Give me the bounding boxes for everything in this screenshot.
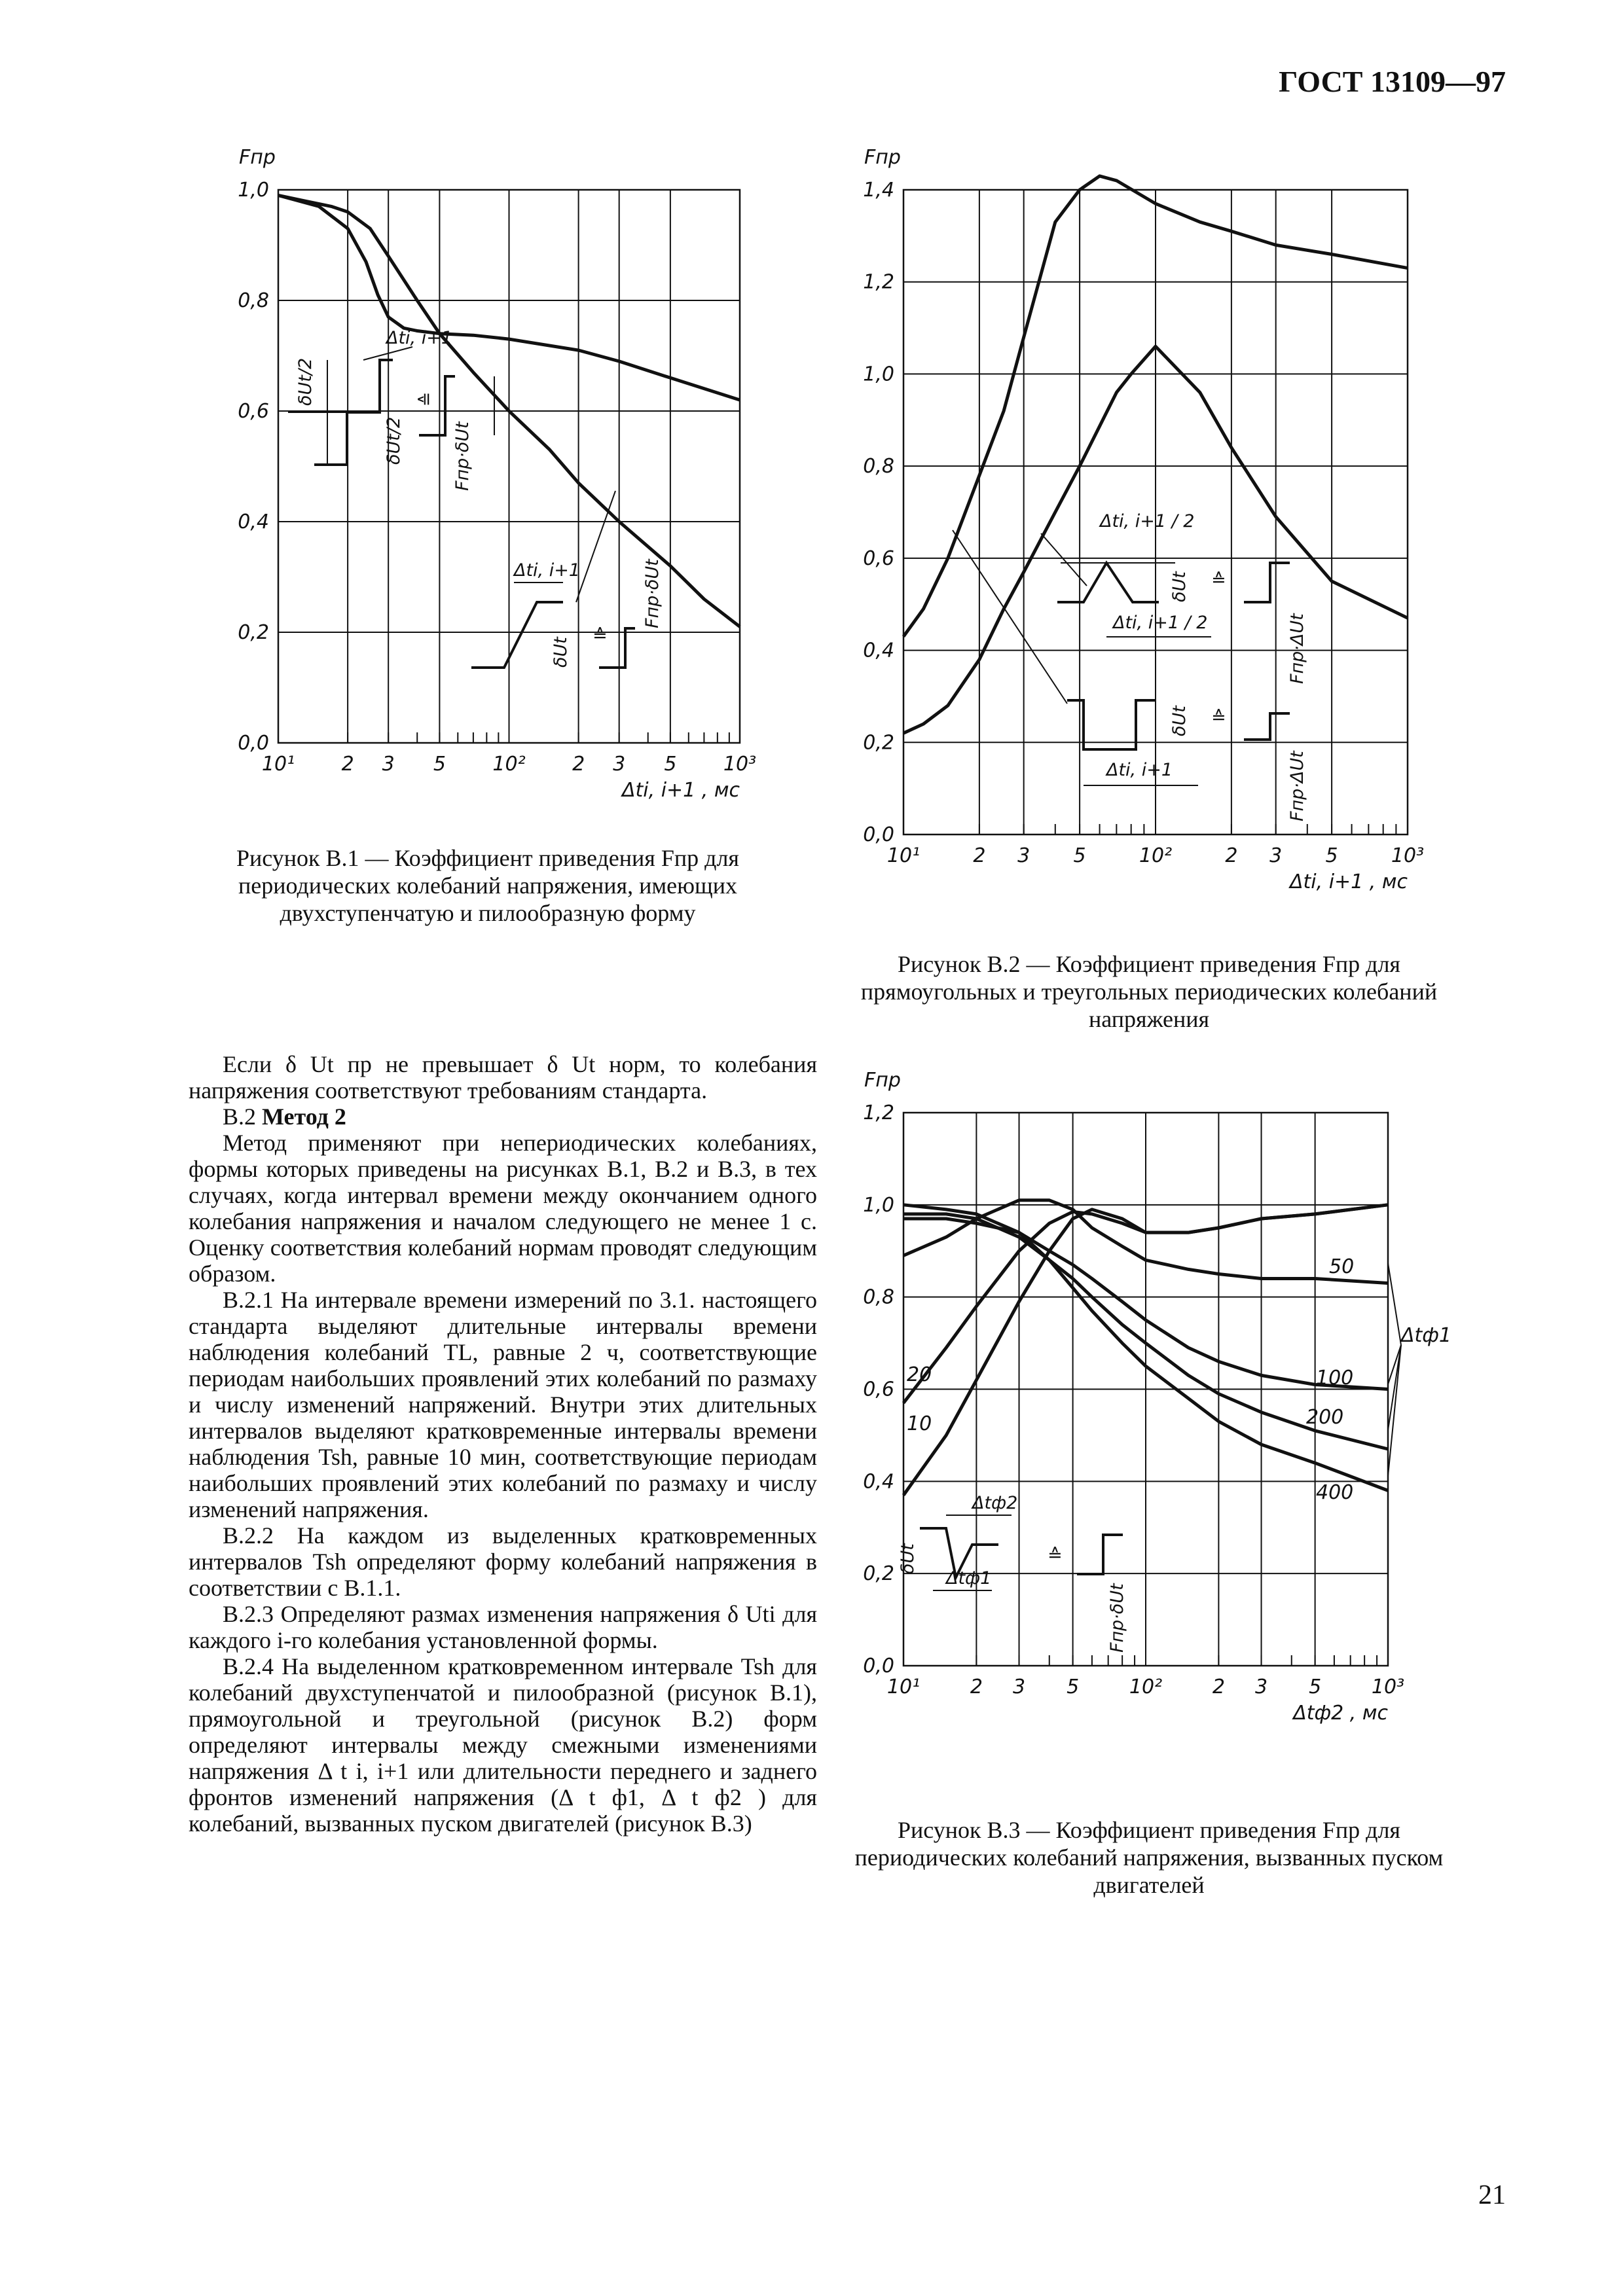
inset-equivalence-2: ≙ [593, 626, 608, 646]
paragraph-3: В.2.1 На интервале времени измерений по 3.1. настоящего стандарта выделяют длительные интервалы времени наблюдения колебаний TL, равные 2 ч, соответствующие периодам наибольших проявлений этих колебаний по размаху и числу изменений напряжений. Внутри этих длительных интервалов выделяют кратковременные интервалы времени наблюдения Tsh, равные 10 мин, соответствующие периодам наибольших проявлений этих колебаний по размаху и числу изменений напряжения. [189, 1287, 817, 1522]
inset-fdu-label: Fпр·ΔUt [1287, 613, 1307, 684]
y-tick-label: 0,2 [238, 621, 269, 644]
x-tick-label: 3 [1254, 1676, 1268, 1698]
x-tick-label: 10³ [1371, 1676, 1405, 1698]
inset-dt-half-label-2: Δti, i+1 / 2 [1113, 613, 1208, 633]
inset-du-label: δUt [551, 637, 571, 668]
y-tick-label: 0,4 [863, 639, 894, 662]
y-tick-label: 0,0 [863, 823, 894, 846]
inset-du-label-2: δUt [1169, 706, 1190, 736]
parameter-label: Δtф1 [1401, 1324, 1452, 1347]
y-axis-label: Fпр [864, 1069, 901, 1092]
inset-dt-label-2: Δti, i+1 [514, 560, 581, 581]
inset-dt-label: Δti, i+1 [1106, 760, 1173, 780]
y-tick-label: 0,6 [863, 547, 894, 570]
x-tick-label: 2 [1212, 1676, 1225, 1698]
x-tick-label: 3 [1017, 844, 1030, 867]
inset-equivalence: ≙ [416, 391, 437, 407]
y-tick-label: 0,8 [863, 455, 894, 478]
x-tick-label: 10² [1139, 844, 1173, 867]
paragraph-2: Метод применяют при непериодических колебаниях, формы которых приведены на рисунках В.1, В.2 и В.3, в тех случаях, когда интервал времени между окончанием одного колебания напряжения и началом следующего не менее 1 с. Оценку соответствия колебаний нормам проводят следующим образом. [189, 1130, 817, 1287]
curve-label-10: 10 [907, 1412, 932, 1435]
x-axis-label: Δtф2 , мс [1293, 1702, 1388, 1725]
x-tick-label: 2 [572, 753, 585, 776]
inset-equivalence-2: ≙ [1211, 708, 1226, 728]
curve-label-400: 400 [1316, 1481, 1354, 1504]
inset-step-waveform [1244, 563, 1290, 602]
inset-half-label-2: δUt/2 [384, 416, 404, 465]
y-tick-label: 0,2 [863, 1562, 894, 1586]
y-tick-label: 0,4 [863, 1470, 894, 1494]
x-tick-label: 10² [492, 753, 526, 776]
curve-label-100: 100 [1316, 1367, 1354, 1390]
y-tick-label: 0,8 [238, 289, 269, 312]
paragraph-1: Если δ Ut пр не превышает δ Ut норм, то колебания напряжения соответствуют требованиям стандарта. [189, 1051, 817, 1103]
y-tick-label: 1,0 [863, 363, 894, 386]
page-number: 21 [1478, 2180, 1506, 2210]
paragraph-4: В.2.2 На каждом из выделенных кратковременных интервалов Tsh определяют форму колебаний напряжения в соответствии с В.1.1. [189, 1522, 817, 1601]
figure-2-chart [845, 128, 1434, 933]
y-tick-label: 1,0 [863, 1193, 894, 1217]
inset-leader-line [576, 491, 615, 602]
x-tick-label: 5 [433, 753, 446, 776]
y-tick-label: 0,6 [863, 1378, 894, 1401]
curve-label-50: 50 [1329, 1255, 1355, 1278]
figure-3-chart [841, 1057, 1453, 1757]
y-tick-label: 1,2 [863, 270, 894, 294]
y-tick-label: 0,8 [863, 1285, 894, 1309]
inset-step-waveform [1077, 1535, 1123, 1574]
figure-3-caption: Рисунок В.3 — Коэффициент приведения Fпр для периодических колебаний напряжения, вызванных пуском двигателей [854, 1817, 1444, 1898]
inset-fdu-label-2: Fпр·δUt [642, 559, 663, 628]
inset-dt2-label: Δtф2 [972, 1493, 1018, 1513]
inset-ramp-waveform [471, 602, 563, 668]
y-tick-label: 0,2 [863, 731, 894, 755]
inset-du-label: δUt [1169, 571, 1190, 602]
y-tick-label: 1,0 [238, 179, 269, 202]
y-axis-label: Fпр [864, 146, 901, 169]
y-tick-label: 0,4 [238, 511, 269, 533]
section-number: В.2 [223, 1103, 257, 1130]
parameter-leader [1388, 1345, 1401, 1430]
figure-1-chart [223, 124, 759, 831]
x-tick-label: 5 [1325, 844, 1338, 867]
inset-equivalence: ≙ [1048, 1545, 1063, 1566]
inset-dt-label: Δti, i+1 [386, 328, 453, 348]
x-tick-label: 2 [1225, 844, 1238, 867]
inset-leader-line [953, 530, 1067, 704]
y-tick-label: 0,6 [238, 400, 269, 423]
x-tick-label: 2 [341, 753, 354, 776]
x-tick-label: 10³ [723, 753, 757, 776]
inset-fdu-label: Fпр·δUt [1107, 1583, 1127, 1653]
x-tick-label: 10³ [1391, 844, 1425, 867]
paragraph-6: В.2.4 На выделенном кратковременном интервале Tsh для колебаний двухступенчатой и пилообразной (рисунок В.1), прямоугольной и треугольной (рисунок В.2) форм определяют интервалы между смежными изменениями напряжения Δ t i, i+1 или длительности переднего и заднего фронтов изменений напряжения (Δ t ф1, Δ t ф2 ) для колебаний, вызванных пуском двигателей (рисунок В.3) [189, 1653, 817, 1837]
x-tick-label: 5 [1067, 1676, 1080, 1698]
x-tick-label: 3 [1269, 844, 1283, 867]
x-axis-label: Δti, i+1 , мс [622, 779, 740, 802]
x-axis-label: Δti, i+1 , мс [1290, 870, 1408, 893]
x-tick-label: 10¹ [261, 753, 295, 776]
x-tick-label: 3 [613, 753, 626, 776]
body-text [189, 1051, 817, 1837]
section-heading [189, 1103, 817, 1130]
parameter-leader [1388, 1263, 1401, 1345]
x-tick-label: 5 [1073, 844, 1086, 867]
x-tick-label: 10¹ [886, 844, 921, 867]
standard-header: ГОСТ 13109—97 [1279, 65, 1506, 98]
x-tick-label: 3 [382, 753, 395, 776]
inset-half-label: δUt/2 [295, 357, 316, 406]
figure-1 [223, 124, 759, 834]
figure-1-caption: Рисунок В.1 — Коэффициент приведения Fпр для периодических колебаний напряжения, имеющих двухступенчатую и пилообразную форму [236, 845, 739, 926]
inset-dt1-label: Δtф1 [946, 1568, 992, 1588]
y-axis-label: Fпр [239, 146, 276, 169]
inset-equivalence: ≙ [1211, 570, 1226, 590]
inset-fdu-label: Fпр·δUt [452, 422, 473, 491]
section-title: Метод 2 [262, 1103, 346, 1130]
figure-3 [841, 1057, 1453, 1761]
inset-fdu-label-2: Fпр·ΔUt [1287, 751, 1307, 821]
inset-dt-half-label: Δti, i+1 / 2 [1100, 511, 1195, 531]
x-tick-label: 5 [664, 753, 677, 776]
curve-label-200: 200 [1306, 1406, 1344, 1429]
y-tick-label: 1,4 [863, 179, 894, 202]
y-tick-label: 0,0 [238, 732, 269, 755]
curve-label-20: 20 [907, 1363, 932, 1386]
paragraph-5: В.2.3 Определяют размах изменения напряжения δ Uti для каждого i-го колебания установленной формы. [189, 1601, 817, 1653]
x-tick-label: 2 [973, 844, 986, 867]
inset-step-waveform-2 [1244, 713, 1290, 740]
figure-2-caption: Рисунок В.2 — Коэффициент приведения Fпр для прямоугольных и треугольных периодических колебаний напряжения [860, 951, 1438, 1032]
y-tick-label: 0,0 [863, 1655, 894, 1677]
inset-du-label: δUt [898, 1543, 918, 1574]
x-tick-label: 10¹ [886, 1676, 921, 1698]
x-tick-label: 10² [1129, 1676, 1163, 1698]
x-tick-label: 5 [1309, 1676, 1322, 1698]
x-tick-label: 3 [1012, 1676, 1026, 1698]
figure-2 [845, 128, 1434, 936]
y-tick-label: 1,2 [863, 1102, 894, 1124]
x-tick-label: 2 [970, 1676, 983, 1698]
